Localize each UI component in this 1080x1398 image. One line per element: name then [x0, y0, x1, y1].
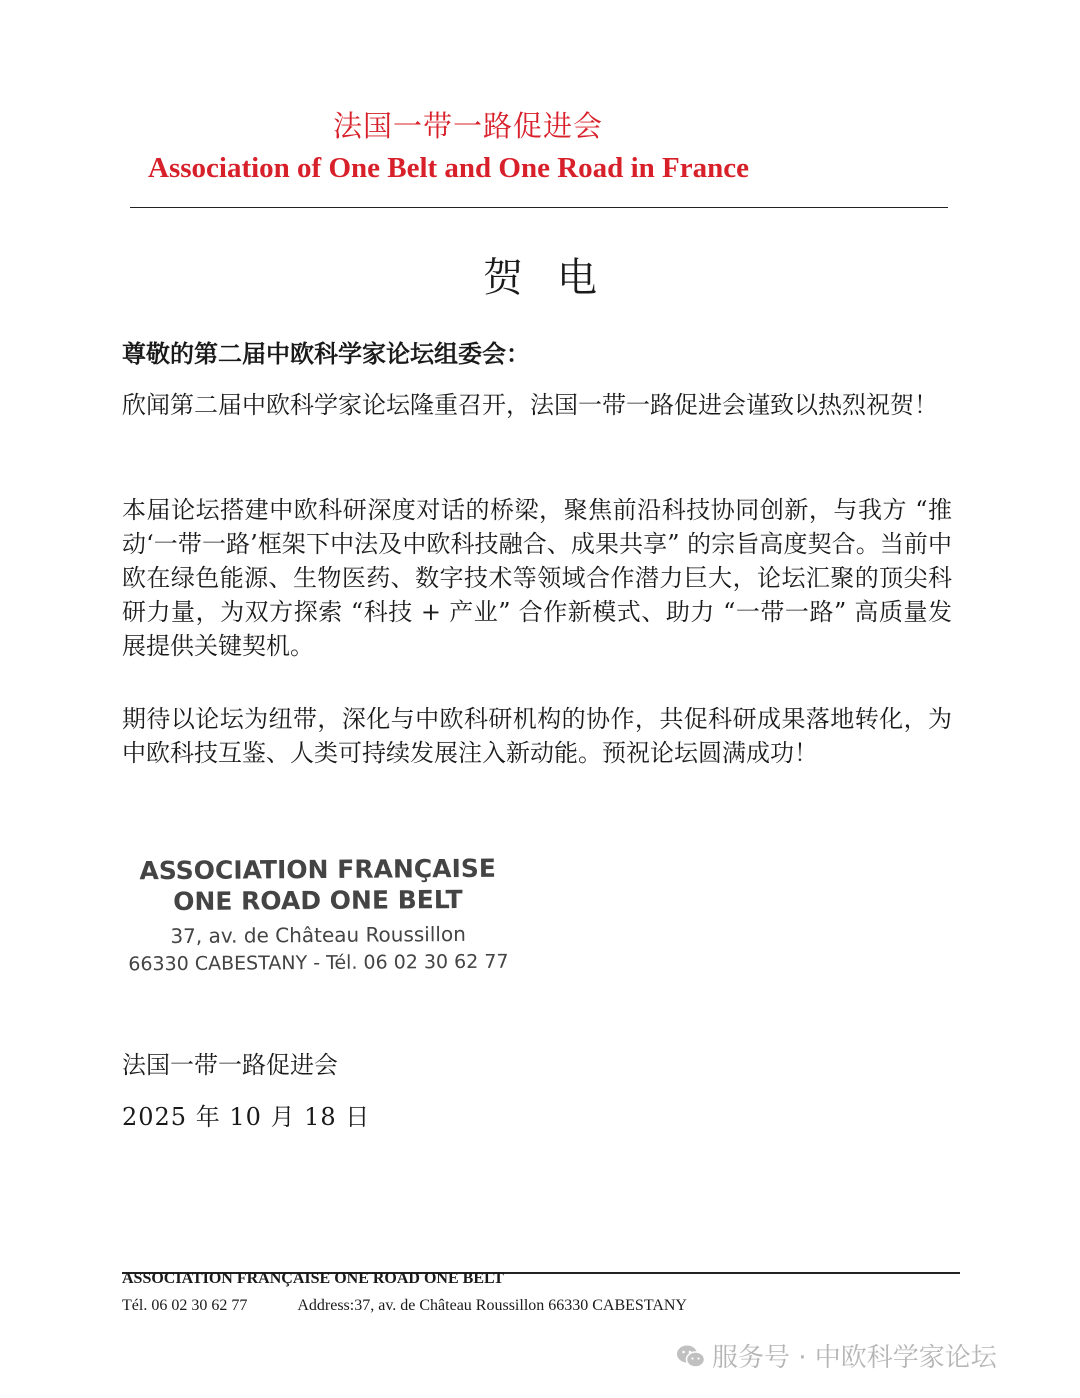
stamp-line-4: 66330 CABESTANY - Tél. 06 02 30 62 77	[128, 950, 509, 976]
letterhead-org-name-en: Association of One Belt and One Road in France	[148, 152, 749, 184]
paragraph-1: 欣闻第二届中欧科学家论坛隆重召开，法国一带一路促进会谨致以热烈祝贺！	[122, 391, 938, 419]
paragraph-2: 本届论坛搭建中欧科研深度对话的桥梁，聚焦前沿科技协同创新，与我方 “推动‘一带一路’框架下中法及中欧科技融合、成果共享” 的宗旨高度契合。当前中欧在绿色能源、生物医药、数字技术等领域合作潜力巨大，论坛汇聚的顶尖科研力量，为双方探索 “科技 + 产业” 合作新模式、助力 “一带一路” 高质量发展提供关键契机。	[122, 496, 952, 660]
signature-date: 2025 年 10 月 18 日	[122, 1103, 371, 1131]
watermark-text: 服务号 · 中欧科学家论坛	[712, 1343, 997, 1373]
header-divider	[130, 207, 948, 208]
letterhead-org-name-cn: 法国一带一路促进会	[333, 109, 604, 143]
footer-tel: Tél. 06 02 30 62 77	[122, 1297, 248, 1314]
footer-address: Address:37, av. de Château Roussillon 66330 CABESTANY	[297, 1297, 687, 1314]
document-title: 贺电	[483, 255, 631, 301]
wechat-icon	[676, 1344, 706, 1370]
stamp-line-2: ONE ROAD ONE BELT	[173, 884, 463, 917]
footer-org: ASSOCIATION FRANÇAISE ONE ROAD ONE BELT	[122, 1270, 504, 1287]
signature-org: 法国一带一路促进会	[122, 1051, 338, 1079]
salutation: 尊敬的第二届中欧科学家论坛组委会：	[122, 339, 530, 368]
stamp-line-1: ASSOCIATION FRANÇAISE	[139, 853, 497, 886]
stamp-line-3: 37, av. de Château Roussillon	[170, 921, 466, 949]
footer-contact	[122, 1297, 687, 1315]
watermark	[676, 1337, 997, 1374]
paragraph-3: 期待以论坛为纽带，深化与中欧科研机构的协作，共促科研成果落地转化，为中欧科技互鉴、人类可持续发展注入新动能。预祝论坛圆满成功！	[122, 705, 952, 767]
organization-stamp	[128, 854, 509, 976]
